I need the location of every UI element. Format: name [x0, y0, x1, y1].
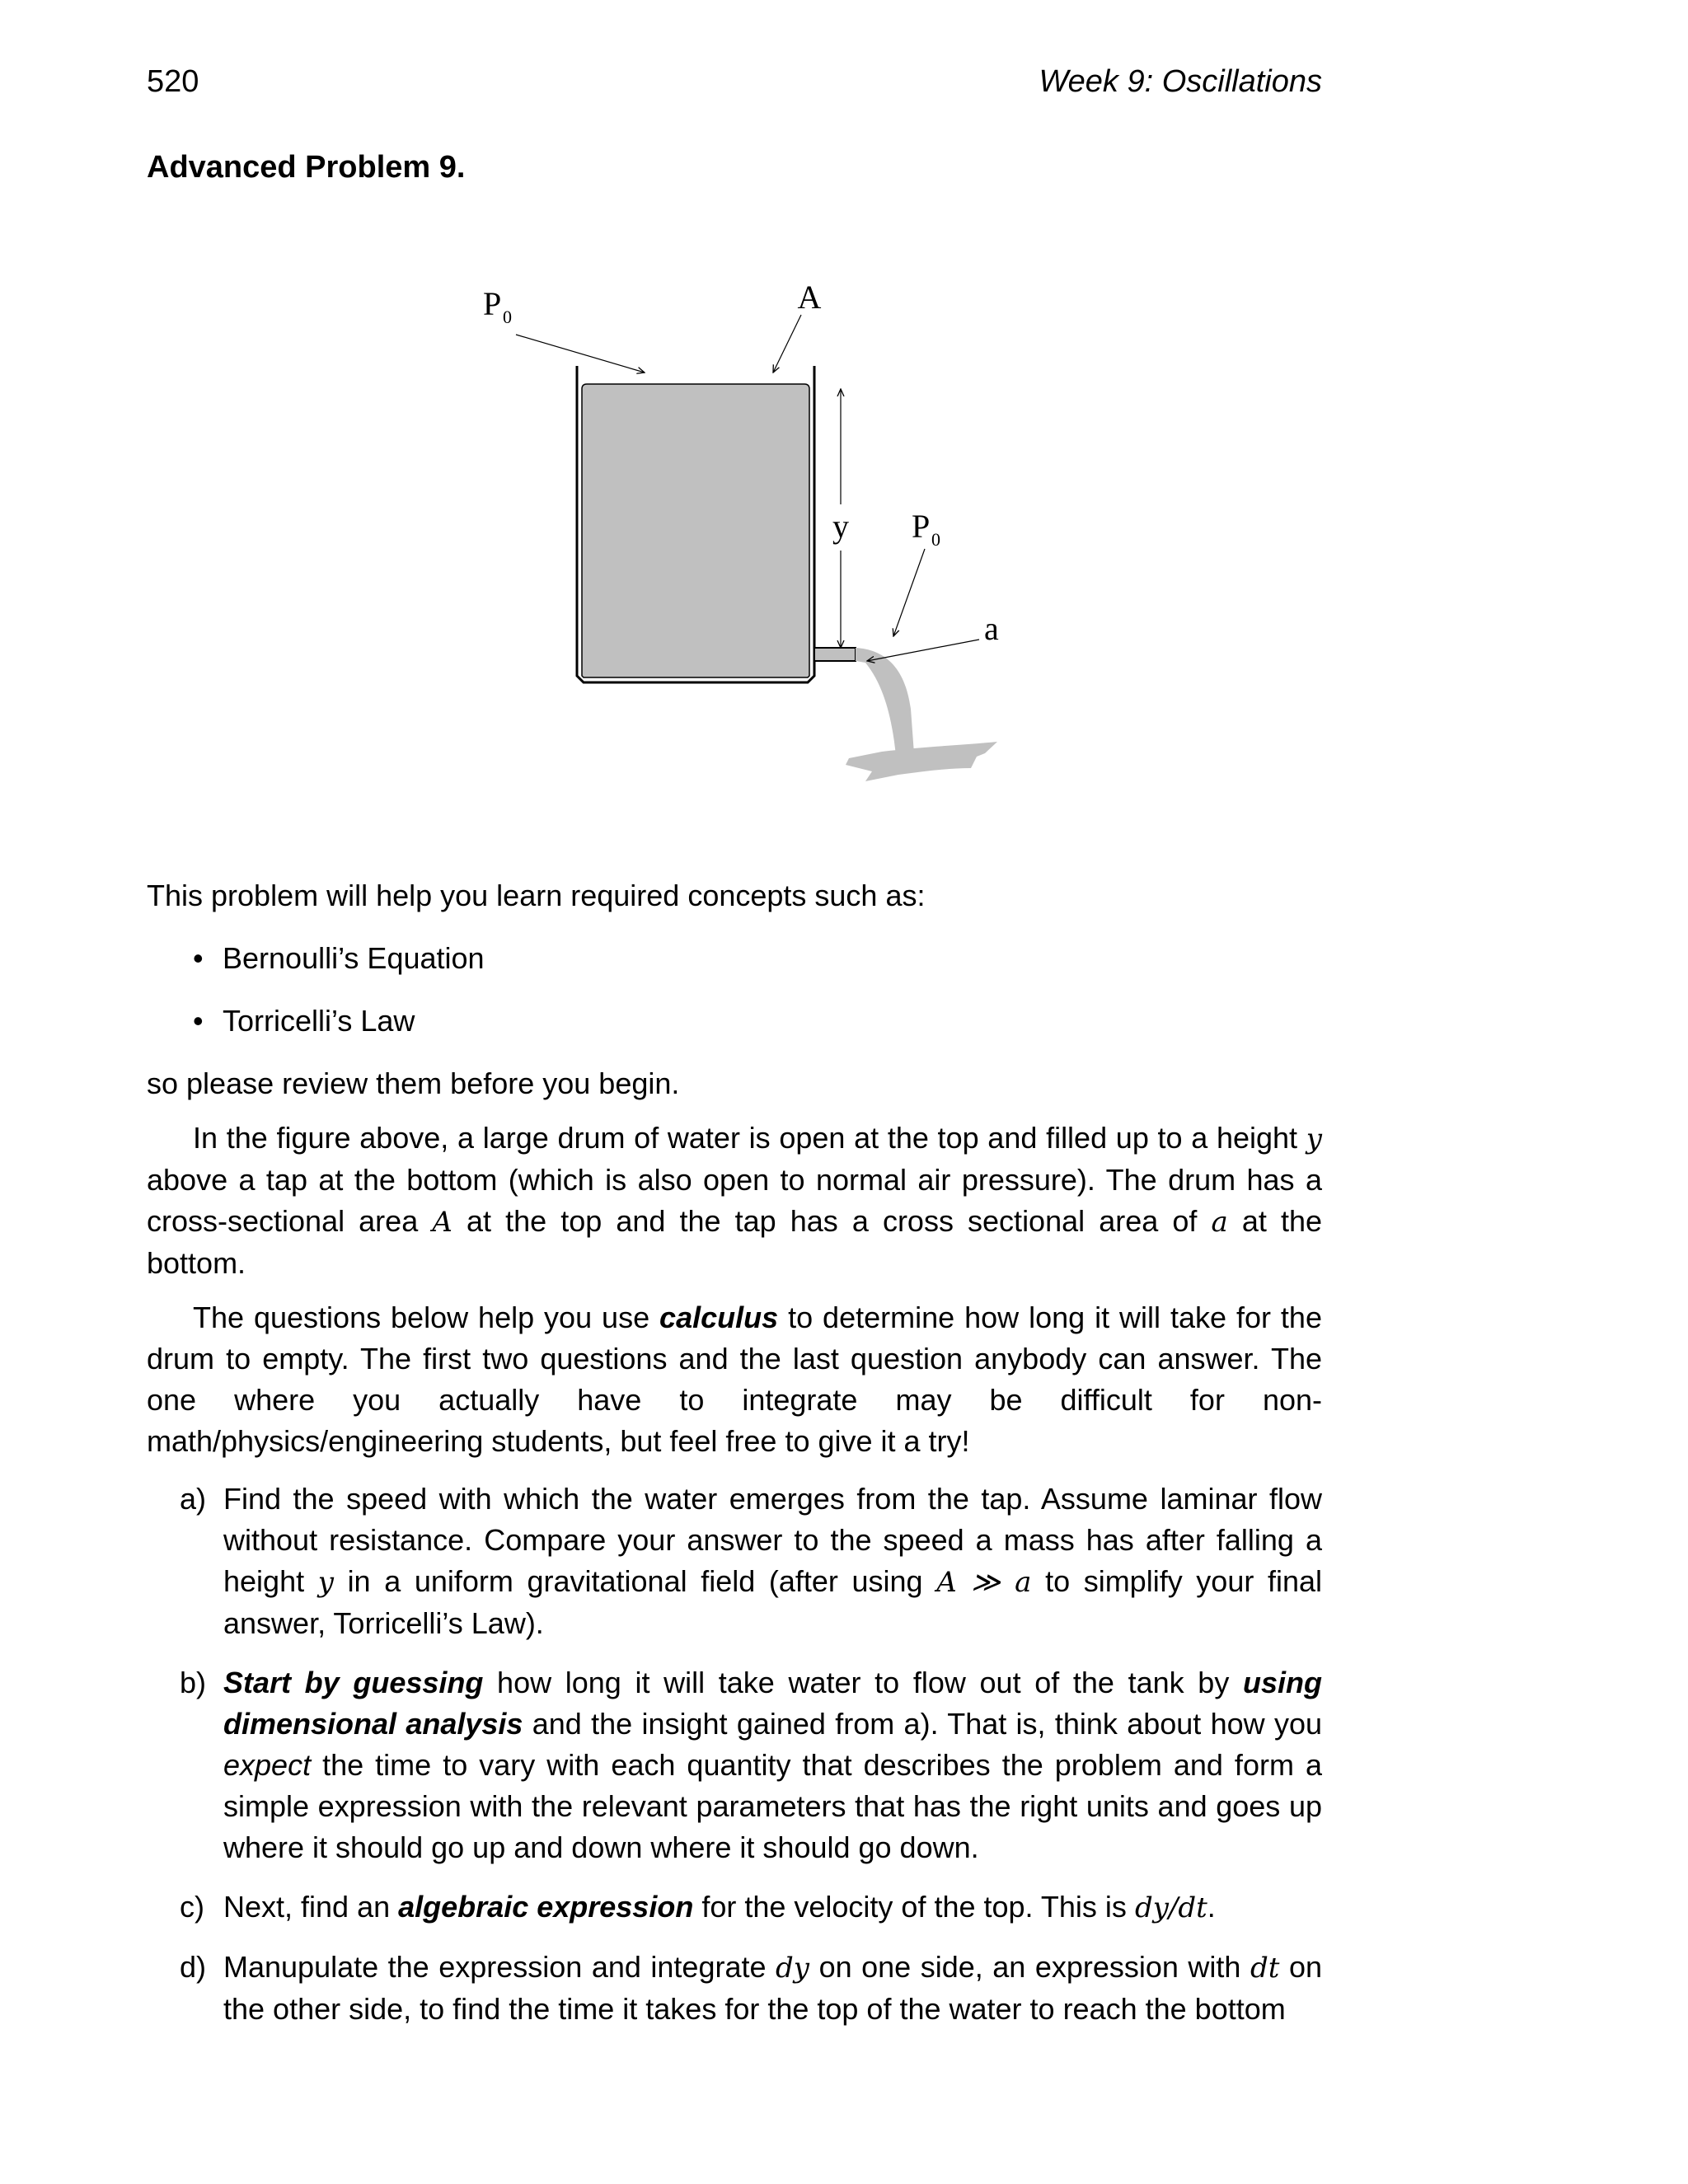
- review-note: so please review them before you begin.: [147, 1066, 680, 1100]
- question-part-b: b) Start by guessing how long it will take water to flow out of the tank by using dimensional analysis and the insight gained from a). That is, think about how you expect the time to vary with each quantity that describes the problem and form a simple expression with the relevant parameters that has the right units and goes up where it should go up and down where it should go down.: [147, 1662, 1322, 1868]
- p0-top-arrow: [516, 335, 645, 373]
- label-A: A: [797, 279, 822, 316]
- part-label: b): [180, 1666, 207, 1699]
- paragraph-setup: In the figure above, a large drum of water is open at the top and filled up to a height y above a tap at the bottom (which is also open to normal air pressure). The drum has a cross-sectional area A at the top and the tap has a cross sectional area of a at the bottom.: [147, 1121, 1322, 1280]
- a-area-arrow: [773, 315, 801, 373]
- part-label: c): [180, 1890, 204, 1924]
- concepts-list: [147, 938, 1322, 1042]
- problem-body: [147, 875, 1322, 2048]
- concepts-lead: This problem will help you learn required concepts such as:: [147, 879, 926, 912]
- label-y: y: [832, 508, 849, 545]
- problem-title: Advanced Problem 9.: [147, 150, 466, 185]
- concept-item: • Torricelli’s Law: [193, 1001, 1322, 1042]
- tap-pipe: [814, 648, 856, 661]
- part-label: d): [180, 1950, 207, 1984]
- paragraph-instructions: The questions below help you use calculus to determine how long it will take for the drum to empty. The first two questions and the last question anybody can answer. The one where you actually have to integrate may be difficult for non-math/physics/engineering students, but feel free to give it a try!: [147, 1301, 1322, 1458]
- drum-water: [582, 384, 809, 677]
- water-stream: [856, 648, 915, 765]
- p0-tap-arrow: [893, 549, 925, 636]
- concept-item: • Bernoulli’s Equation: [193, 938, 1322, 979]
- label-p0-tap-sub: 0: [931, 529, 940, 550]
- water-puddle: [846, 742, 997, 781]
- question-part-d: d) Manupulate the expression and integrate dy on one side, an expression with dt on the other side, to find the time it takes for the top of the water to reach the bottom: [147, 1947, 1322, 2030]
- tap-area-arrow: [867, 640, 979, 661]
- running-title: Week 9: Oscillations: [1039, 64, 1322, 99]
- label-p0-top-sub: 0: [503, 307, 512, 327]
- label-p0-top: P: [483, 285, 502, 322]
- question-part-c: c) Next, find an algebraic expression for the velocity of the top. This is dy/dt.: [147, 1886, 1322, 1929]
- part-label: a): [180, 1482, 207, 1516]
- question-parts: [147, 1479, 1322, 2030]
- question-part-a: a) Find the speed with which the water emerges from the tap. Assume laminar flow without resistance. Compare your answer to the speed a mass has after falling a height y in a uniform gravitational field (after using A ≫ a to simplify your final answer, Torricelli’s Law).: [147, 1479, 1322, 1644]
- drum-figure: [453, 264, 1030, 824]
- label-a: a: [984, 610, 999, 647]
- label-p0-tap: P: [912, 508, 931, 545]
- page-number: 520: [147, 64, 199, 99]
